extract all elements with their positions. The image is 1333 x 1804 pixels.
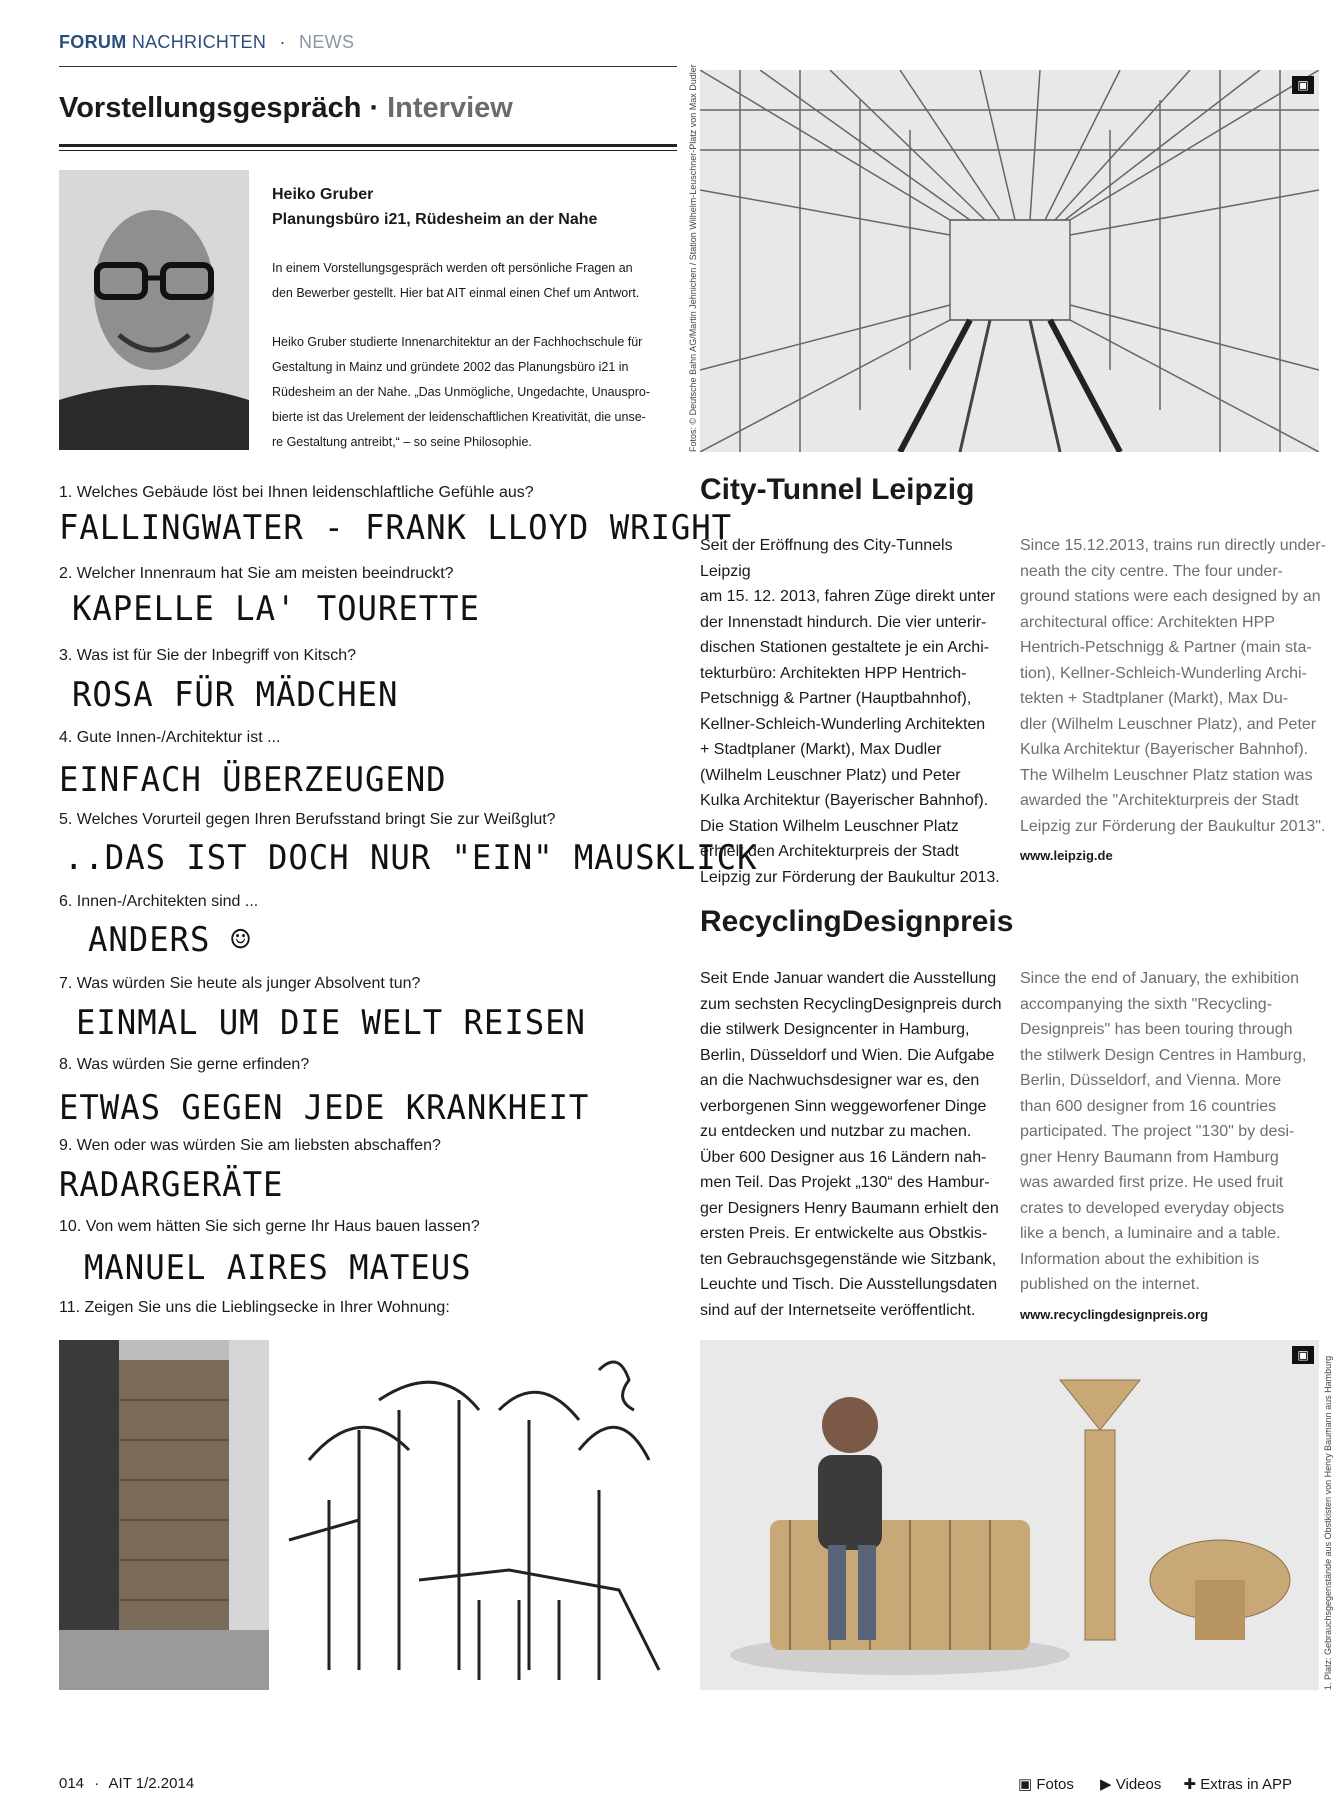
text-line: Seit Ende Januar wandert die Ausstellung [700, 970, 997, 987]
text-line: Since the end of January, the exhibition [1020, 970, 1299, 987]
text-line: zum sechsten RecyclingDesignpreis durch [700, 995, 1002, 1013]
interview-intro [272, 256, 657, 306]
answer-7: EINMAL UM DIE WELT REISEN [76, 1003, 586, 1043]
interview-title [59, 92, 513, 125]
camera-icon: ▣ [1018, 1776, 1033, 1793]
extras-label: Extras in APP [1200, 1776, 1292, 1793]
play-icon: ▶ [1100, 1776, 1112, 1793]
text-line: men Teil. Das Projekt „130“ des Hambur- [700, 1174, 990, 1191]
answer-8: ETWAS GEGEN JEDE KRANKHEIT [59, 1088, 590, 1128]
camera-icon[interactable]: ▣ [1292, 1346, 1314, 1364]
text-line: accompanying the sixth "Recycling- [1020, 995, 1273, 1013]
videos-link[interactable] [1100, 1776, 1161, 1793]
text-line: Leuchte und Tisch. Die Ausstellungsdaten [700, 1276, 998, 1293]
text-line: neath the city centre. The four under- [1020, 562, 1283, 580]
recycling-url[interactable]: www.recyclingdesignpreis.org [1020, 1306, 1209, 1322]
text-line: tekten + Stadtplaner (Markt), Max Du- [1020, 690, 1289, 707]
recycling-text-en [1020, 966, 1330, 1327]
top-rule [59, 66, 677, 67]
text-line: die stilwerk Designcenter in Hamburg, [700, 1021, 970, 1038]
text-line: published on the internet. [1020, 1276, 1200, 1293]
bio-line: Heiko Gruber studierte Innenarchitektur an der Fachhochschule für [272, 335, 643, 349]
favorite-corner-illustration [59, 1340, 677, 1690]
text-line: Kellner-Schleich-Wunderling Architekten [700, 715, 986, 733]
header-news: NEWS [299, 32, 355, 52]
text-line: am 15. 12. 2013, fahren Züge direkt unter [700, 588, 996, 605]
recycling-text-de [700, 966, 1005, 1323]
header-forum: FORUM [59, 32, 127, 52]
city-tunnel-text-de [700, 533, 1005, 890]
city-tunnel-text-en [1020, 533, 1330, 869]
portrait-illustration [59, 170, 249, 450]
question-8: 8. Was würden Sie gerne erfinden? [59, 1056, 310, 1073]
section-header [59, 32, 354, 53]
text-line: Kulka Architektur (Bayerischer Bahnhof). [1020, 741, 1309, 758]
question-6: 6. Innen-/Architekten sind ... [59, 893, 259, 910]
bio-line: re Gestaltung antreibt,“ – so seine Philosophie. [272, 435, 532, 449]
text-line: Berlin, Düsseldorf, and Vienna. More [1020, 1072, 1282, 1089]
city-tunnel-url[interactable]: www.leipzig.de [1020, 848, 1113, 863]
text-line: like a bench, a luminaire and a table. [1020, 1225, 1281, 1242]
interviewee-block [272, 182, 597, 232]
answer-5: ..DAS IST DOCH NUR "EIN" MAUSKLICK [64, 838, 758, 878]
text-line: Die Station Wilhelm Leuschner Platz [700, 817, 959, 835]
question-1: 1. Welches Gebäude löst bei Ihnen leidenschlaftliche Gefühle aus? [59, 484, 534, 501]
question-2: 2. Welcher Innenraum hat Sie am meisten beeindruckt? [59, 565, 454, 582]
text-line: Seit der Eröffnung des City-Tunnels Leipzig [700, 537, 953, 580]
text-line: ger Designers Henry Baumann erhielt den [700, 1199, 999, 1217]
text-line: ersten Preis. Er entwickelte aus Obstkis- [700, 1225, 988, 1242]
text-line: dler (Wilhelm Leuschner Platz), and Peter [1020, 715, 1317, 733]
title-rule [59, 144, 677, 151]
text-line: tekturbüro: Architekten HPP Hentrich- [700, 664, 967, 682]
question-3: 3. Was ist für Sie der Inbegriff von Kitsch? [59, 647, 357, 664]
plus-icon: ✚ [1183, 1776, 1197, 1793]
text-line: Hentrich-Petschnigg & Partner (main sta- [1020, 639, 1312, 656]
fotos-label: Fotos [1036, 1776, 1074, 1793]
photo-credit: Fotos: © Deutsche Bahn AG/Martin Jehnichen / Station Wilhelm-Leuschner-Platz von Max Dudler [688, 64, 698, 452]
footer-dot: · [94, 1775, 100, 1792]
city-tunnel-photo [700, 70, 1319, 452]
page-number: 014 [59, 1775, 85, 1792]
portrait-photo [59, 170, 249, 450]
text-line: participated. The project "130" by desi- [1020, 1123, 1295, 1140]
answer-9: RADARGERÄTE [59, 1165, 284, 1205]
text-line: Berlin, Düsseldorf und Wien. Die Aufgabe [700, 1046, 995, 1064]
text-line: Leipzig zur Förderung der Baukultur 2013. [700, 868, 1000, 886]
interviewee-office: Planungsbüro i21, Rüdesheim an der Nahe [272, 211, 598, 228]
text-line: (Wilhelm Leuschner Platz) und Peter [700, 766, 961, 784]
bio-line: Gestaltung in Mainz und gründete 2002 das Planungsbüro i21 in [272, 360, 629, 374]
text-line: ten Gebrauchsgegenstände wie Sitzbank, [700, 1250, 997, 1268]
fotos-link[interactable] [1018, 1776, 1074, 1793]
text-line: Petschnigg & Partner (Hauptbahnhof), [700, 690, 972, 707]
recycling-title: RecyclingDesignpreis [700, 905, 1014, 938]
answer-6: ANDERS ☺ [88, 920, 252, 960]
interview-title-de: Vorstellungsgespräch [59, 92, 362, 124]
text-line: tion), Kellner-Schleich-Wunderling Archi- [1020, 664, 1307, 682]
interview-title-en: Interview [387, 92, 513, 124]
favorite-corner-image [59, 1340, 677, 1690]
footer-media-links [1018, 1775, 1292, 1793]
videos-label: Videos [1115, 1776, 1162, 1793]
extras-link[interactable] [1184, 1776, 1292, 1793]
question-9: 9. Wen oder was würden Sie am liebsten abschaffen? [59, 1137, 441, 1154]
answer-10: MANUEL AIRES MATEUS [84, 1248, 472, 1288]
text-line: ground stations were each designed by an [1020, 588, 1321, 605]
text-line: was awarded first prize. He used fruit [1020, 1174, 1284, 1191]
interview-bio [272, 330, 657, 455]
intro-line: In einem Vorstellungsgespräch werden oft persönliche Fragen an [272, 261, 633, 275]
header-dot: · [279, 32, 286, 52]
text-line: zu entdecken und nutzbar zu machen. [700, 1123, 972, 1140]
interviewee-name: Heiko Gruber [272, 186, 374, 203]
text-line: crates to developed everyday objects [1020, 1199, 1285, 1217]
camera-icon[interactable]: ▣ [1292, 76, 1314, 94]
text-line: Über 600 Designer aus 16 Ländern nah- [700, 1148, 987, 1166]
question-11: 11. Zeigen Sie uns die Lieblingsecke in Ihrer Wohnung: [59, 1299, 450, 1316]
answer-3: ROSA FÜR MÄDCHEN [72, 675, 399, 715]
text-line: architectural office: Architekten HPP [1020, 613, 1275, 631]
header-nachrichten: NACHRICHTEN [131, 32, 267, 52]
text-line: der Innenstadt hindurch. Die vier unterir- [700, 613, 987, 631]
bio-line: bierte ist das Urelement der leidenschaftlichen Kreativität, die unse- [272, 410, 646, 424]
text-line: sind auf der Internetseite veröffentlicht. [700, 1301, 976, 1319]
text-line: awarded the "Architekturpreis der Stadt [1020, 792, 1299, 809]
city-tunnel-title: City-Tunnel Leipzig [700, 473, 975, 506]
intro-line: den Bewerber gestellt. Hier bat AIT einmal einen Chef um Antwort. [272, 286, 640, 300]
text-line: + Stadtplaner (Markt), Max Dudler [700, 741, 942, 758]
question-5: 5. Welches Vorurteil gegen Ihren Berufsstand bringt Sie zur Weißglut? [59, 811, 556, 828]
text-line: gner Henry Baumann from Hamburg [1020, 1148, 1279, 1166]
text-line: than 600 designer from 16 countries [1020, 1097, 1277, 1115]
question-7: 7. Was würden Sie heute als junger Absolvent tun? [59, 975, 421, 992]
text-line: Information about the exhibition is [1020, 1250, 1260, 1268]
text-line: dischen Stationen gestaltete je ein Archi- [700, 639, 990, 656]
text-line: The Wilhelm Leuschner Platz station was [1020, 766, 1313, 784]
answer-2: KAPELLE LA' TOURETTE [72, 589, 480, 629]
text-line: Kulka Architektur (Bayerischer Bahnhof). [700, 792, 989, 809]
page-footer [59, 1775, 194, 1792]
answer-1: FALLINGWATER - FRANK LLOYD WRIGHT [59, 508, 733, 548]
recycling-caption: 1. Platz: Gebrauchsgegenstände aus Obstkisten von Henry Baumann aus Hamburg [1323, 1355, 1333, 1690]
text-line: an die Nachwuchsdesigner war es, den [700, 1072, 980, 1089]
text-line: erhielt den Architekturpreis der Stadt [700, 843, 959, 860]
issue-number: AIT 1/2.2014 [108, 1775, 195, 1792]
bio-line: Rüdesheim an der Nahe. „Das Unmögliche, Ungedachte, Unauspro- [272, 385, 650, 399]
text-line: Leipzig zur Förderung der Baukultur 2013". [1020, 817, 1326, 835]
answer-4: EINFACH ÜBERZEUGEND [59, 760, 447, 800]
question-4: 4. Gute Innen-/Architektur ist ... [59, 729, 281, 746]
text-line: Since 15.12.2013, trains run directly under- [1020, 537, 1326, 554]
text-line: verborgenen Sinn weggeworfener Dinge [700, 1097, 987, 1115]
recycling-photo [700, 1340, 1319, 1690]
recycling-illustration [700, 1340, 1319, 1690]
text-line: Designpreis" has been touring through [1020, 1021, 1293, 1038]
city-tunnel-illustration [700, 70, 1319, 452]
interview-title-dot: · [369, 92, 380, 124]
text-line: the stilwerk Design Centres in Hamburg, [1020, 1046, 1307, 1064]
question-10: 10. Von wem hätten Sie sich gerne Ihr Haus bauen lassen? [59, 1218, 480, 1235]
